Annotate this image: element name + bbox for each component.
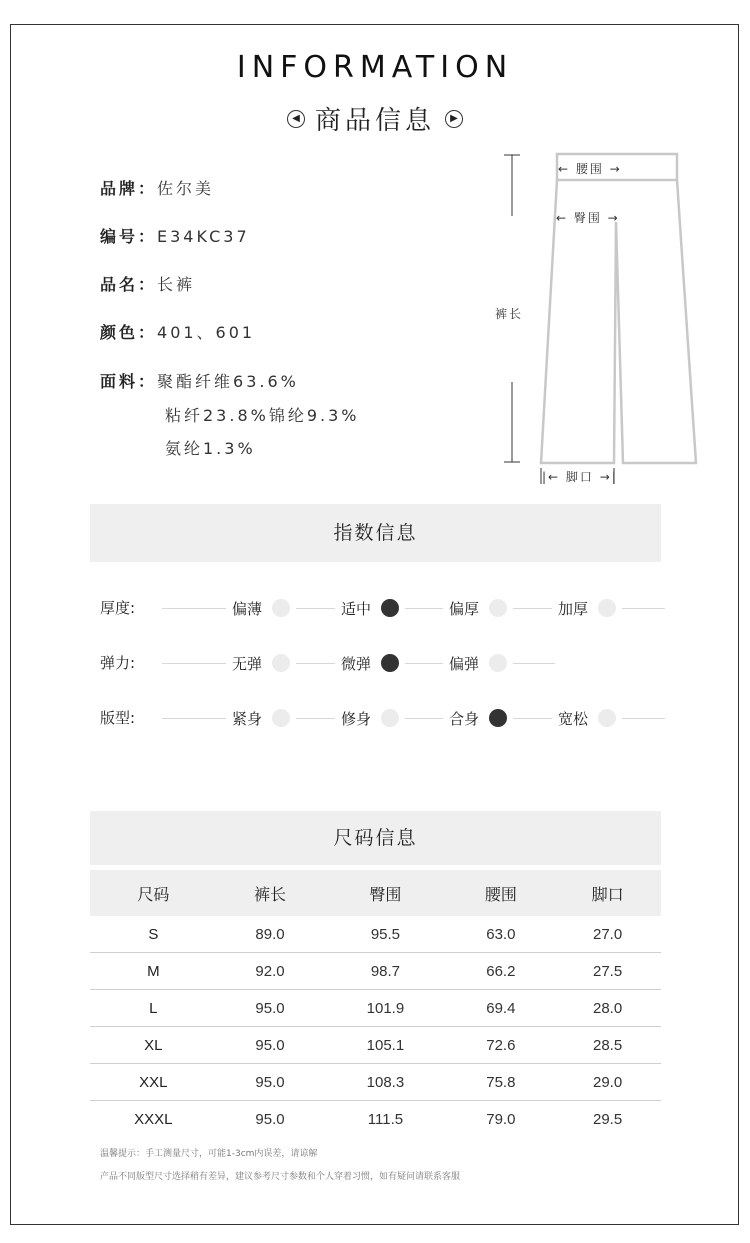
selected-dot-icon	[489, 709, 507, 727]
option-dot-icon	[272, 709, 290, 727]
hem-cell: 28.5	[554, 1027, 661, 1064]
waist-cell: 66.2	[447, 953, 554, 990]
table-row	[90, 990, 661, 1027]
fabric-row	[100, 369, 299, 392]
thickness-option-thick: 偏厚	[443, 596, 513, 620]
size-cell: M	[90, 953, 217, 990]
hip-label: ← 臀围 →	[556, 211, 620, 225]
header-waist: 腰围	[447, 870, 554, 916]
color-value: 401、601	[157, 323, 256, 342]
title-chinese-text: 商品信息	[314, 106, 435, 136]
fit-label: 版型:	[100, 709, 136, 727]
table-row	[90, 953, 661, 990]
length-cell: 92.0	[217, 953, 324, 990]
hip-cell: 111.5	[367, 1110, 404, 1128]
length-cell: 95.0	[217, 990, 324, 1027]
hip-cell: 95.5	[323, 916, 447, 953]
waist-cell: 69.4	[447, 990, 554, 1027]
fit-row	[100, 706, 665, 730]
title-chinese	[0, 100, 750, 137]
fabric-label: 面料：	[100, 372, 158, 391]
fit-option-tight: 紧身	[226, 706, 296, 730]
fabric-line-3: 氨纶1.3%	[165, 439, 256, 458]
elasticity-row	[100, 651, 555, 675]
color-row	[100, 320, 255, 343]
thickness-label: 厚度:	[100, 599, 136, 617]
option-dot-icon	[489, 654, 507, 672]
option-dot-icon	[272, 599, 290, 617]
note-measurement: 温馨提示：手工测量尺寸，可能1-3cm内误差，请谅解	[100, 1149, 318, 1159]
hip-cell: 98.7	[323, 953, 447, 990]
table-row	[90, 1101, 661, 1138]
hip-cell: 101.9	[323, 990, 447, 1027]
pants-diagram	[490, 150, 710, 490]
elasticity-label: 弹力:	[100, 654, 136, 672]
thickness-option-thin: 偏薄	[226, 596, 296, 620]
header-length: 裤长	[217, 870, 324, 916]
waist-cell: 75.8	[447, 1064, 554, 1101]
size-section-title: 尺码信息	[90, 811, 661, 865]
code-value: E34KC37	[157, 227, 250, 246]
option-dot-icon	[598, 599, 616, 617]
hip-cell: 105.1	[323, 1027, 447, 1064]
hip-cell: 108.3	[323, 1064, 447, 1101]
hem-cell: 29.0	[554, 1064, 661, 1101]
selected-dot-icon	[381, 654, 399, 672]
length-cell: 95.0	[255, 1110, 285, 1128]
name-label: 品名：	[100, 275, 158, 294]
hem-cell: 29.5	[593, 1110, 623, 1128]
length-cell: 95.0	[217, 1027, 324, 1064]
length-label: 裤长	[495, 307, 524, 321]
brand-value: 佐尔美	[157, 179, 215, 198]
header-size: 尺码	[90, 870, 217, 916]
hem-cell: 27.5	[554, 953, 661, 990]
elasticity-option-none: 无弹	[226, 651, 296, 675]
elasticity-option-slight: 微弹	[335, 651, 405, 675]
length-cell: 89.0	[217, 916, 324, 953]
brand-label: 品牌：	[100, 179, 158, 198]
fit-option-regular: 合身	[443, 706, 513, 730]
hem-cell: 28.0	[554, 990, 661, 1027]
fit-option-slim: 修身	[335, 706, 405, 730]
waist-cell: 72.6	[447, 1027, 554, 1064]
hem-label: |← 脚口 →|	[542, 470, 618, 484]
size-cell: XL	[90, 1027, 217, 1064]
table-row	[90, 916, 661, 953]
waist-label: ← 腰围 →	[558, 162, 622, 176]
size-cell: L	[90, 990, 217, 1027]
name-value: 长裤	[157, 275, 196, 294]
fabric-line-2: 粘纤23.8%锦纶9.3%	[165, 406, 360, 425]
table-row	[90, 1027, 661, 1064]
size-cell: XXXL	[134, 1110, 173, 1128]
option-dot-icon	[489, 599, 507, 617]
hem-cell: 27.0	[554, 916, 661, 953]
header-hem: 脚口	[554, 870, 661, 916]
header-hip: 臀围	[323, 870, 447, 916]
index-section-title: 指数信息	[90, 504, 661, 562]
size-table	[90, 870, 661, 1137]
size-table-header	[90, 870, 661, 916]
fabric-line-1: 聚酯纤维63.6%	[157, 372, 299, 391]
table-row	[90, 1064, 661, 1101]
size-cell: XXL	[90, 1064, 217, 1101]
brand-row	[100, 176, 214, 199]
elasticity-option-stretchy: 偏弹	[443, 651, 513, 675]
thickness-option-medium: 适中	[335, 596, 405, 620]
thickness-option-extra-thick: 加厚	[552, 596, 622, 620]
name-row	[100, 272, 195, 295]
fit-option-loose: 宽松	[552, 706, 622, 730]
option-dot-icon	[272, 654, 290, 672]
thickness-row	[100, 596, 665, 620]
waist-cell: 79.0	[486, 1110, 516, 1128]
code-row	[100, 224, 250, 247]
title-english: INFORMATION	[236, 50, 514, 85]
selected-dot-icon	[381, 599, 399, 617]
color-label: 颜色：	[100, 323, 158, 342]
length-cell: 95.0	[217, 1064, 324, 1101]
size-cell: S	[90, 916, 217, 953]
note-fit-advice: 产品不同版型尺寸选择稍有差异，建议参考尺寸参数和个人穿着习惯，如有疑问请联系客服	[100, 1172, 461, 1182]
code-label: 编号：	[100, 227, 158, 246]
option-dot-icon	[381, 709, 399, 727]
waist-cell: 63.0	[447, 916, 554, 953]
right-arrow-icon: ▶	[445, 110, 463, 128]
option-dot-icon	[598, 709, 616, 727]
left-arrow-icon: ◀	[287, 110, 305, 128]
